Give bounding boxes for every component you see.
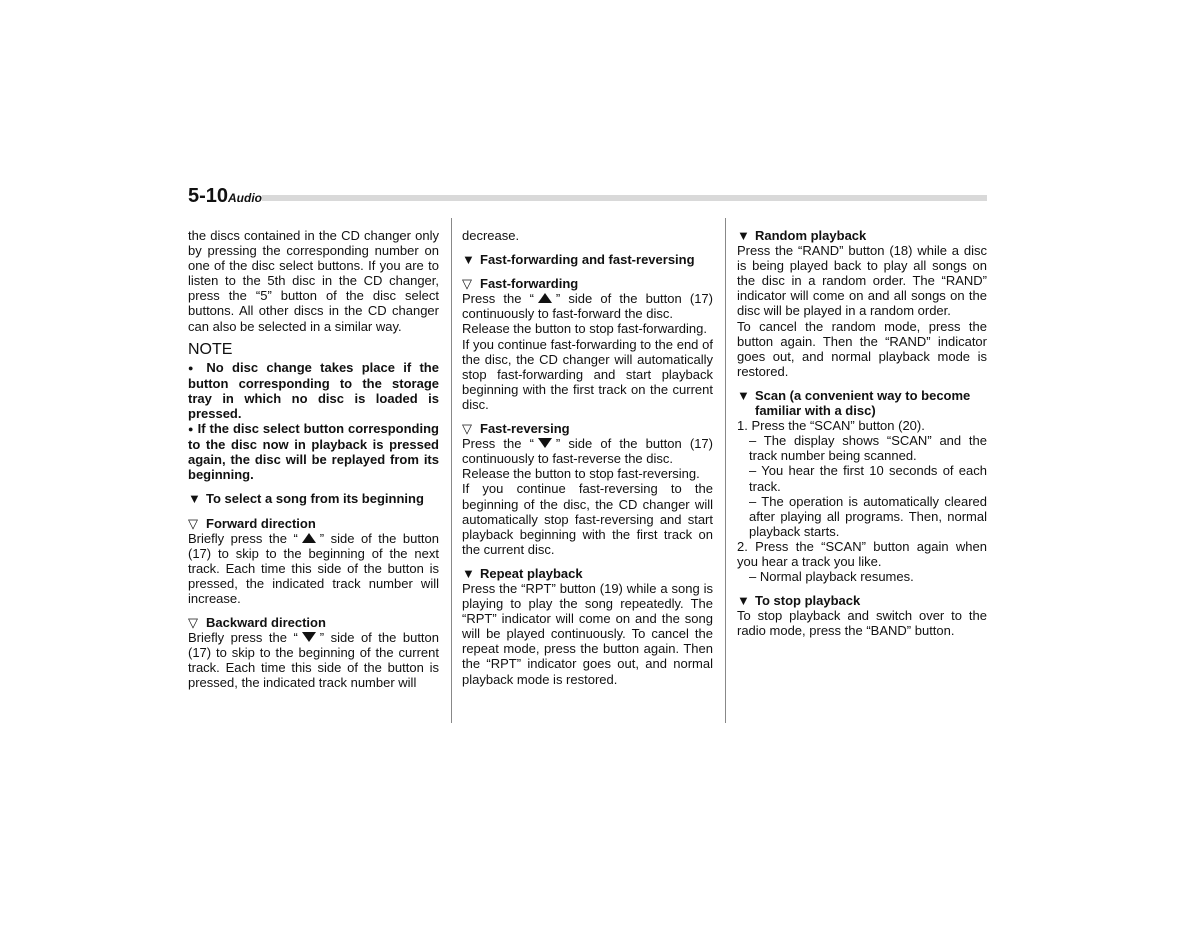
subsection-heading: ▽ Backward direction <box>188 615 326 631</box>
forward-paragraph: Briefly press the “ ” side of the button (17) to skip to the beginning of the next track. Each time this side of the button is pressed, the indicated track number will increase. <box>188 530 439 606</box>
scan-step: 1. Press the “SCAN” button (20). <box>737 418 925 434</box>
bullet-icon: ● <box>188 362 199 373</box>
column-2 <box>462 228 713 687</box>
scan-step: 2. Press the “SCAN” button again when you hear a track you like. <box>737 538 987 569</box>
section-heading: ▼ To select a song from its beginning <box>188 491 424 507</box>
random-paragraph: Press the “RAND” button (18) while a disc is being played back to play all songs on the disc in a random order. The “RAND” indicator will come on and all songs on the disc will be played in a random order. <box>737 243 987 319</box>
subsection-heading: ▽ Fast-reversing <box>462 421 570 437</box>
page-number: 5-10 <box>188 185 229 207</box>
down-arrow-icon <box>298 631 320 643</box>
note-title: NOTE <box>188 340 233 358</box>
up-arrow-icon <box>534 292 556 304</box>
continued-text: decrease. <box>462 228 520 243</box>
solid-triangle-icon: ▼ <box>188 491 201 507</box>
solid-triangle-icon: ▼ <box>737 387 750 403</box>
solid-triangle-icon: ▼ <box>737 228 750 243</box>
section-heading: ▼ Fast-forwarding and fast-reversing <box>462 252 695 268</box>
ff-end-paragraph: If you continue fast-forwarding to the end of the disc, the CD changer will automatically stop fast-forwarding and start playback beginning with the first track on the current disc. <box>462 336 713 412</box>
fr-release-paragraph: Release the button to stop fast-reversing. <box>462 466 700 482</box>
section-heading: ▼ Repeat playback <box>462 565 583 581</box>
section-heading: ▼ Scan (a convenient way to become familiar with a disc) <box>737 387 971 419</box>
intro-paragraph: the discs contained in the CD changer only by pressing the corresponding number on one of the disc select buttons. If you are to listen to the 5th disc in the CD changer, press the “5” button of the disc select buttons. All other discs in the CD changer can also be selected in a similar way. <box>188 228 439 334</box>
random-cancel-paragraph: To cancel the random mode, press the button again. Then the “RAND” indicator goes out, and normal playback mode is restored. <box>737 318 987 379</box>
note-item: ● If the disc select button corresponding to the disc now in playback is pressed again, the disc will be replayed from its beginning. <box>188 421 439 483</box>
repeat-paragraph: Press the “RPT” button (19) while a song is playing to play the song repeatedly. The “RPT” indicator will come on and the song will be played continuously. To cancel the repeat mode, press the button again. Then the “RPT” indicator goes out, and normal playback mode is restored. <box>462 580 713 687</box>
scan-substep: – You hear the first 10 seconds of each track. <box>749 463 987 494</box>
solid-triangle-icon: ▼ <box>462 565 475 581</box>
scan-substep: – The operation is automatically cleared after playing all programs. Then, normal playback starts. <box>749 493 987 539</box>
up-arrow-icon <box>298 532 320 544</box>
subsection-heading: ▽ Forward direction <box>188 515 316 531</box>
column-divider <box>451 218 452 723</box>
section-heading: ▼ Random playback <box>737 228 867 243</box>
section-name: Audio <box>228 191 262 205</box>
note-item: ● No disc change takes place if the button corresponding to the storage tray in which no disc is loaded is pressed. <box>188 359 439 421</box>
column-divider <box>725 218 726 723</box>
scan-substep: – The display shows “SCAN” and the track number being scanned. <box>749 433 987 464</box>
hollow-triangle-icon: ▽ <box>462 421 472 437</box>
ff-paragraph: Press the “ ” side of the button (17) continuously to fast-forward the disc. <box>462 291 713 322</box>
hollow-triangle-icon: ▽ <box>188 615 198 631</box>
header-rule <box>262 195 987 201</box>
stop-paragraph: To stop playback and switch over to the radio mode, press the “BAND” button. <box>737 608 987 639</box>
down-arrow-icon <box>534 437 556 449</box>
column-3 <box>737 228 987 638</box>
backward-paragraph: Briefly press the “ ” side of the button (17) to skip to the beginning of the current track. Each time this side of the button is pressed, the indicated track number will <box>188 630 439 691</box>
column-1 <box>188 228 439 691</box>
hollow-triangle-icon: ▽ <box>188 515 198 531</box>
bullet-icon: ● <box>188 424 194 435</box>
subsection-heading: ▽ Fast-forwarding <box>462 276 579 292</box>
ff-release-paragraph: Release the button to stop fast-forwarding. <box>462 321 707 337</box>
hollow-triangle-icon: ▽ <box>462 276 472 292</box>
fr-begin-paragraph: If you continue fast-reversing to the beginning of the disc, the CD changer will automatically stop fast-reversing and start playback beginning with the first track on the current disc. <box>462 481 713 557</box>
solid-triangle-icon: ▼ <box>462 252 475 268</box>
section-heading: ▼ To stop playback <box>737 593 861 609</box>
fr-paragraph: Press the “ ” side of the button (17) continuously to fast-reverse the disc. <box>462 436 713 467</box>
solid-triangle-icon: ▼ <box>737 593 750 609</box>
scan-substep: – Normal playback resumes. <box>749 569 914 585</box>
